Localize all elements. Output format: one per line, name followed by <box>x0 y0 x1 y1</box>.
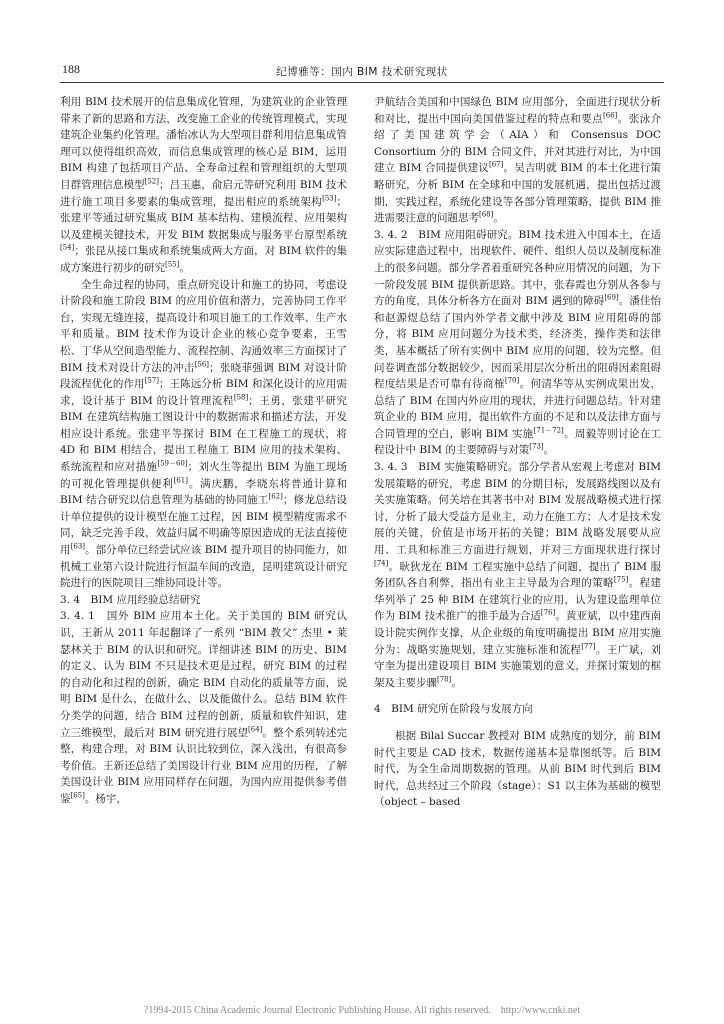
citation-ref: [64] <box>248 725 263 734</box>
text-run: 。吴吉明就 BIM 的本土化进行策略研究，分析 BIM 在全球和中国的发展机遇，提出包括过渡期，实践过程，系统化建设等各部分管理策略，提供 BIM 推进需要注意的问题思考 <box>374 162 662 225</box>
text-run: 。 <box>543 444 555 457</box>
citation-ref: [63] <box>70 542 85 551</box>
text-run: 。整个系列转述完整，构建合理，对 BIM 认识比较到位，深入浅出，有很高参考价值。王新还总结了美国设计行业 BIM 应用的历程，了解美国设计业 BIM 应用同样存在问题，为国内应用提供参考借鉴 <box>60 726 348 805</box>
citation-ref: [59－60] <box>157 459 188 468</box>
paragraph <box>374 94 661 227</box>
text-run: 。潘佳怡和赵源煜总结了国内外学者文献中涉及 BIM 应用阻碍的部分，将 BIM 应用问题分为技术类，经济类，操作类和法律类，基本概括了所有实例中 BIM 应用的问题，较为完整。但问卷调查部分数据较少，因而采用层次分析出的阻碍因素阻碍程度结果是否可靠有待商榷 <box>374 295 661 391</box>
citation-ref: [62] <box>268 492 283 501</box>
citation-ref: [75] <box>613 575 629 584</box>
page-header <box>0 0 724 80</box>
text-run: 。黄亚斌，以中建西南设计院实例作支撑，从企业级的角度明确提出 BIM 应用实施分为：战略实施规划，建立实施标准和流程 <box>374 610 661 656</box>
text-run: 。满庆鹏，李晓东将普通计算和 BIM 结合研究以信息管理为基础的协同施工 <box>60 477 347 507</box>
text-run: 全生命过程的协同，重点研究设计和施工的协同，考虑设计阶段和施工阶段 BIM 的应用价值和潜力，完善协同工作平台，实现无缝连接，提高设计和项目施工的工作效率、生产水平和质量。BIM 技术作为设计企业的核心竞争要素，王雪松、丁华从空间造型能力、流程控制、沟通效率三方面探讨了 BIM 技术对设计方法的冲击 <box>60 278 347 374</box>
text-run: 尹航结合美国和中国绿色 BIM 应用部分，全面进行现状分析和对比，提出中国向美国借鉴过程的特点和要点 <box>374 96 661 125</box>
citation-ref: [66] <box>603 111 618 120</box>
copyright-footer: ?1994-2015 China Academic Journal Electronic Publishing House. All rights reserved. http://www.cnki.net <box>143 1005 581 1016</box>
citation-ref: [73] <box>529 442 544 451</box>
paragraph <box>374 728 661 811</box>
section-heading <box>60 592 347 609</box>
paragraph <box>374 227 661 459</box>
paragraph <box>60 608 347 807</box>
chapter-heading <box>374 701 661 718</box>
text-run: 利用 BIM 技术展开的信息集成化管理，为建筑业的企业管理带来了新的思路和方法，改变施工企业的传统管理模式，实现建筑企业集约化管理。潘怡冰认为大型项目群利用信息集成管理可以使得组织高效，而信息集成管理的核心是 BIM，运用 BIM 构建了包括项目产品、全寿命过程和管理组织的大型项目群管理信息模型 <box>60 96 347 191</box>
citation-ref: [70] <box>504 376 520 385</box>
citation-ref: [55] <box>165 260 180 269</box>
citation-ref: [57] <box>144 376 159 385</box>
citation-ref: [77] <box>581 642 596 651</box>
citation-ref: [68] <box>479 210 494 219</box>
text-run: 3. 4. 3 BIM 实施策略研究。部分学者从宏观上考虑对 BIM 发展策略的研究，考虑 BIM 的分期目标，发展路线图以及有关实施策略。何关培在其著书中对 BIM 发展战略模式进行探讨，分析了最大受益方是业主，动力在施工方；人才是技术发展的关键，价值是市场开拓的关键；BIM 战略发展要从应用、工具和标准三方面进行规划，并对三方面现状进行探讨 <box>374 461 661 557</box>
text-run: ；修龙总结设计单位提供的设计模型在施工过程，因 BIM 模型精度需求不同，缺乏完善手段，效益归属不明确等原因造成的无法直接使用 <box>60 494 347 557</box>
citation-ref: [61] <box>173 476 188 485</box>
citation-ref: [65] <box>70 791 85 800</box>
text-run: 。 <box>451 676 462 689</box>
citation-ref: [56] <box>194 360 210 368</box>
text-run: 3. 4 BIM 应用经验总结研究 <box>60 593 201 606</box>
text-run: ；张昆从接口集成和系统集成两大方面，对 BIM 软件的集成方案进行初步的研究 <box>60 245 347 274</box>
citation-ref: [69] <box>604 293 619 302</box>
citation-ref: [76] <box>540 608 556 617</box>
text-run: 。何清华等从实例成果出发，总结了 BIM 在国内外应用的现状，并进行问题总结。针对建筑企业的 BIM 应用，提出软件方面的不足和以及法律方面与合同管理的空白，影响 BIM 实施 <box>374 378 662 440</box>
text-run: 。王广斌，刘守奎为提出建设项目 BIM 实施策划的意义，并探讨策划的框架及主要步骤 <box>374 643 662 689</box>
paragraph <box>60 277 347 592</box>
right-column <box>374 94 661 811</box>
text-run: 。耿狄龙在 BIM 工程实施中总结了问题，提出了 BIM 服务团队各自利弊，指出有业主主导最为合理的策略 <box>374 560 661 590</box>
citation-ref: [52] <box>144 177 159 186</box>
text-run: 。程建华列举了 25 种 BIM 在建筑行业的应用，认为建设监理单位作为 BIM 技术推广的推手最为合适 <box>374 577 662 623</box>
citation-ref: [78] <box>437 675 452 684</box>
text-run: ；王陈远分析 BIM 和深化设计的应用需求，设计基于 BIM 的设计管理流程 <box>60 378 347 407</box>
citation-ref: [67] <box>488 160 504 169</box>
text-run: 。部分单位已经尝试应该 BIM 提升项目的协同能力，如机械工业第六设计院进行恒温车间的改造，昆明建筑设计研究院进行的医院项目三维协同设计等。 <box>60 544 347 590</box>
citation-ref: [74] <box>374 559 389 568</box>
text-run: 。 <box>493 212 504 225</box>
text-run: 。周毅等则讨论在工程设计中 BIM 的主要障碍与对策 <box>374 427 662 457</box>
text-run: ；王勇，张建平研究 BIM 在建筑结构施工图设计中的数据需求和描述方法，开发相应设计系统。张建平等探讨 BIM 在工程施工的现状，将 4D 和 BIM 相结合，提出工程施工 BIM 应用的技术架构、系统流程和应对措施 <box>60 394 348 474</box>
citation-ref: [71－72] <box>533 426 564 435</box>
text-run: 。张泳介绍了美国建筑学会（AIA）和 Consensus DOC Consortium 分的 BIM 合同文件，并对其进行对比，为中国建立 BIM 合同提供建议 <box>374 112 662 175</box>
citation-ref: [53] <box>322 194 337 203</box>
running-title: 纪博雅等：国内 BIM 技术研究现状 <box>276 66 448 78</box>
paragraph <box>60 94 347 277</box>
page-number: 188 <box>62 62 80 76</box>
left-column <box>60 94 347 808</box>
text-run: 4 BIM 研究所在阶段与发展方向 <box>374 703 533 716</box>
text-run: 3. 4. 2 BIM 应用阻碍研究。BIM 技术进入中国本土，在适应实际建造过程中，出现软件、硬件、组织人员以及制度标准上的很多问题。部分学者着重研究各种应用情况的问题，为下一阶段发展 BIM 提供新思路。其中，张春霞也分别从各参与方的角度，具体分析各方在面对 BIM 遇到的障碍 <box>374 228 661 308</box>
text-run: 。杨宇， <box>84 792 127 805</box>
citation-ref: [58] <box>233 393 249 402</box>
text-run: 3. 4. 1 国外 BIM 应用本土化。关于美国的 BIM 研究认识，王新从 2011 年起翻译了一系列 “BIM 教父” 杰里 • 莱瑟林关于 BIM 的认识和研究。详细讲述 BIM 的历史、BIM 的定义、认为 BIM 不只是技术更是过程，研究 BIM 的过程的自动化和过程的创新，确定 BIM 自动化的质量等方面，说明 BIM 是什么，在做什么，以及能做什么。总结 BIM 软件分类学的问题，结合 BIM 过程的创新，质量和软件知识，建立三维模型，最后对 BIM 研究进行展望 <box>60 610 347 739</box>
text-run: ；张建平等通过研究集成 BIM 基本结构、建模流程、应用架构以及建模关键技术，开发 BIM 数据集成与服务平台原型系统 <box>60 195 347 241</box>
header-rule <box>60 82 664 83</box>
text-run: 。 <box>179 261 190 274</box>
citation-ref: [54] <box>60 243 75 252</box>
text-run: ；张晓菲强调 BIM 对设计阶段流程优化的作用 <box>60 361 347 391</box>
text-run: ；刘火生等提出 BIM 为施工现场的可视化管理提供便利 <box>60 461 348 490</box>
text-run: ；吕玉惠，俞启元等研究利用 BIM 技术进行施工项目多要素的集成管理，提出相应的系统架构 <box>60 178 347 208</box>
paragraph <box>374 459 661 691</box>
text-run: 根据 Bilal Succar 教授对 BIM 成熟度的划分，前 BIM 时代主要是 CAD 技术，数据传递基本是靠图纸等。后 BIM 时代，为全生命周期数据的管理。从前 BIM 时代到后 BIM 时代，总共经过三个阶段（stage）：S1 以主体为基础的模型（object – based <box>374 729 661 809</box>
